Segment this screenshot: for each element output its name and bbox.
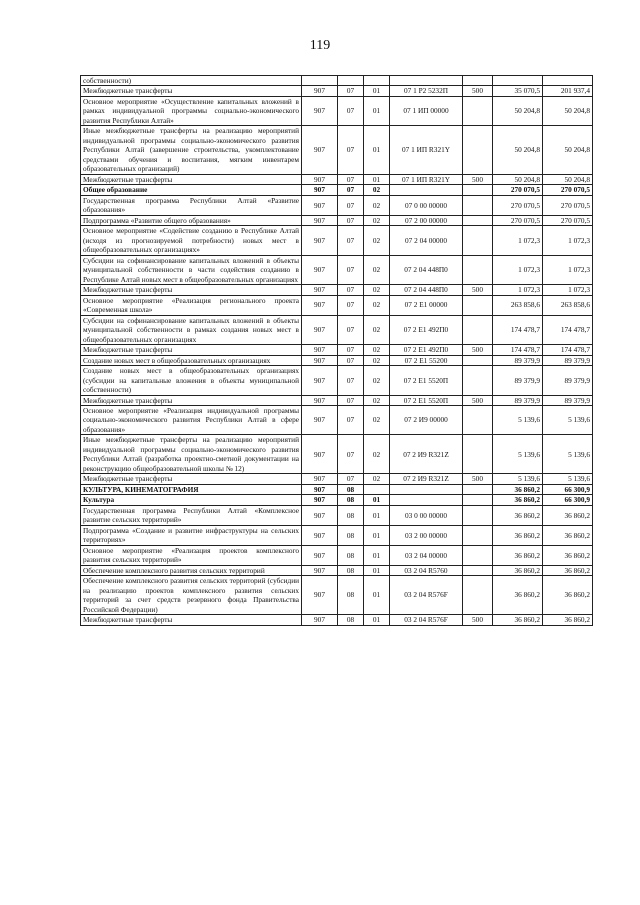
amount-2022-cell: 36 860,2: [493, 615, 543, 625]
item-name-cell: Субсидии на софинансирование капитальных вложений в объекты муниципальной собственности в части содействия созданию в Республике Алтай новых мест в общеобразовательных организациях: [81, 255, 302, 284]
table-row: [81, 474, 593, 484]
table-row: [81, 285, 593, 295]
item-name-cell: Основное мероприятие «Содействие созданию в Республике Алтай (исходя из прогнозируемой потребности) новых мест в общеобразовательных организациях»: [81, 226, 302, 255]
amount-2023-cell: 174 478,7: [543, 345, 593, 355]
amount-2022-cell: [493, 76, 543, 86]
target-article-cell: 07 2 E1 5520П: [390, 395, 463, 405]
section-code-cell: 07: [338, 226, 364, 255]
section-code-cell: 08: [338, 505, 364, 525]
item-name-cell: Основное мероприятие «Реализация индивидуальной программы социально-экономического развития Республики Алтай в сфере образования»: [81, 405, 302, 434]
target-article-cell: 07 2 E1 492П0: [390, 345, 463, 355]
amount-2023-cell: 36 860,2: [543, 576, 593, 615]
target-article-cell: [390, 484, 463, 494]
subsection-code-cell: 02: [364, 185, 390, 195]
target-article-cell: 07 1 ИП R321Y: [390, 126, 463, 174]
section-code-cell: 07: [338, 345, 364, 355]
expense-type-cell: [463, 545, 493, 565]
amount-2022-cell: 5 139,6: [493, 474, 543, 484]
subsection-code-cell: 02: [364, 435, 390, 474]
ministry-code-cell: 907: [302, 295, 338, 315]
amount-2022-cell: 1 072,3: [493, 226, 543, 255]
item-name-cell: Создание новых мест в общеобразовательных организациях: [81, 355, 302, 365]
amount-2023-cell: 263 858,6: [543, 295, 593, 315]
table-row: [81, 215, 593, 225]
table-row: [81, 545, 593, 565]
section-code-cell: 07: [338, 185, 364, 195]
amount-2022-cell: 5 139,6: [493, 405, 543, 434]
section-code-cell: 07: [338, 315, 364, 344]
subsection-code-cell: 01: [364, 505, 390, 525]
target-article-cell: 07 2 И9 00000: [390, 405, 463, 434]
ministry-code-cell: 907: [302, 315, 338, 344]
amount-2023-cell: 89 379,9: [543, 395, 593, 405]
amount-2022-cell: 50 204,8: [493, 96, 543, 125]
section-code-cell: 08: [338, 525, 364, 545]
expense-type-cell: [463, 76, 493, 86]
amount-2023-cell: 5 139,6: [543, 474, 593, 484]
item-name-cell: КУЛЬТУРА, КИНЕМАТОГРАФИЯ: [81, 484, 302, 494]
ministry-code-cell: 907: [302, 355, 338, 365]
section-code-cell: [338, 76, 364, 86]
subsection-code-cell: 01: [364, 96, 390, 125]
amount-2023-cell: 201 937,4: [543, 86, 593, 96]
expense-type-cell: [463, 576, 493, 615]
item-name-cell: Межбюджетные трансферты: [81, 345, 302, 355]
item-name-cell: Культура: [81, 495, 302, 505]
target-article-cell: 03 2 04 R576F: [390, 615, 463, 625]
section-code-cell: 08: [338, 615, 364, 625]
expense-type-cell: 500: [463, 395, 493, 405]
target-article-cell: 07 2 И9 R321Z: [390, 435, 463, 474]
table-row: [81, 366, 593, 395]
table-row: [81, 345, 593, 355]
amount-2022-cell: 36 860,2: [493, 545, 543, 565]
item-name-cell: Межбюджетные трансферты: [81, 86, 302, 96]
table-row: [81, 126, 593, 174]
subsection-code-cell: 02: [364, 255, 390, 284]
section-code-cell: 07: [338, 405, 364, 434]
amount-2023-cell: 50 204,8: [543, 96, 593, 125]
item-name-cell: Обеспечение комплексного развития сельских территорий: [81, 565, 302, 575]
amount-2022-cell: 36 860,2: [493, 576, 543, 615]
amount-2022-cell: 50 204,8: [493, 174, 543, 184]
section-code-cell: 07: [338, 174, 364, 184]
target-article-cell: [390, 495, 463, 505]
item-name-cell: Межбюджетные трансферты: [81, 474, 302, 484]
section-code-cell: 08: [338, 565, 364, 575]
amount-2022-cell: 263 858,6: [493, 295, 543, 315]
expense-type-cell: 500: [463, 615, 493, 625]
ministry-code-cell: 907: [302, 484, 338, 494]
expense-type-cell: 500: [463, 285, 493, 295]
expense-type-cell: [463, 355, 493, 365]
ministry-code-cell: [302, 76, 338, 86]
table-row: [81, 484, 593, 494]
target-article-cell: 03 2 04 00000: [390, 545, 463, 565]
expense-type-cell: [463, 495, 493, 505]
target-article-cell: 07 2 04 448П0: [390, 255, 463, 284]
table-row: [81, 174, 593, 184]
amount-2022-cell: 174 478,7: [493, 315, 543, 344]
amount-2023-cell: [543, 76, 593, 86]
amount-2023-cell: 66 300,9: [543, 495, 593, 505]
target-article-cell: 07 1 P2 5232П: [390, 86, 463, 96]
expense-type-cell: [463, 315, 493, 344]
target-article-cell: 07 0 00 00000: [390, 195, 463, 215]
table-row: [81, 86, 593, 96]
item-name-cell: Субсидии на софинансирование капитальных вложений в объекты муниципальной собственности в рамках создания новых мест в общеобразовательных организациях: [81, 315, 302, 344]
table-row: [81, 525, 593, 545]
amount-2023-cell: 50 204,8: [543, 174, 593, 184]
item-name-cell: Иные межбюджетные трансферты на реализацию мероприятий индивидуальной программы социально-экономического развития Республики Алтай (разработка проектно-сметной документации на реконструкцию общеобразовательной школы № 12): [81, 435, 302, 474]
target-article-cell: 07 2 E1 00000: [390, 295, 463, 315]
table-row: [81, 405, 593, 434]
ministry-code-cell: 907: [302, 405, 338, 434]
section-code-cell: 07: [338, 255, 364, 284]
amount-2023-cell: 5 139,6: [543, 405, 593, 434]
subsection-code-cell: 02: [364, 405, 390, 434]
expense-type-cell: [463, 255, 493, 284]
table-row: [81, 295, 593, 315]
item-name-cell: Основное мероприятие «Реализация регионального проекта «Современная школа»: [81, 295, 302, 315]
amount-2023-cell: 89 379,9: [543, 355, 593, 365]
amount-2022-cell: 36 860,2: [493, 505, 543, 525]
subsection-code-cell: 01: [364, 126, 390, 174]
expense-type-cell: [463, 295, 493, 315]
expense-type-cell: [463, 96, 493, 125]
ministry-code-cell: 907: [302, 565, 338, 575]
item-name-cell: Иные межбюджетные трансферты на реализацию мероприятий индивидуальной программы социально-экономического развития Республики Алтай (завершение строительства, укомплектование средствами обучения и воспитания, мягким инвентарем образовательных организаций): [81, 126, 302, 174]
ministry-code-cell: 907: [302, 545, 338, 565]
item-name-cell: Обеспечение комплексного развития сельских территорий (субсидии на реализацию проектов комплексного развития сельских территорий за счет средств резервного фонда Правительства Российской Федерации): [81, 576, 302, 615]
subsection-code-cell: 02: [364, 315, 390, 344]
section-code-cell: 07: [338, 96, 364, 125]
subsection-code-cell: 02: [364, 195, 390, 215]
expense-type-cell: [463, 505, 493, 525]
subsection-code-cell: 01: [364, 86, 390, 96]
table-row: [81, 255, 593, 284]
expense-type-cell: 500: [463, 86, 493, 96]
expense-type-cell: [463, 226, 493, 255]
item-name-cell: Межбюджетные трансферты: [81, 395, 302, 405]
target-article-cell: [390, 185, 463, 195]
target-article-cell: [390, 76, 463, 86]
item-name-cell: Межбюджетные трансферты: [81, 174, 302, 184]
section-code-cell: 07: [338, 435, 364, 474]
table-row: [81, 96, 593, 125]
amount-2023-cell: 36 860,2: [543, 565, 593, 575]
item-name-cell: собственности): [81, 76, 302, 86]
table-row: [81, 355, 593, 365]
subsection-code-cell: 01: [364, 174, 390, 184]
section-code-cell: 07: [338, 395, 364, 405]
expense-type-cell: [463, 565, 493, 575]
expense-type-cell: [463, 215, 493, 225]
section-code-cell: 07: [338, 215, 364, 225]
ministry-code-cell: 907: [302, 185, 338, 195]
expense-type-cell: [463, 195, 493, 215]
expense-type-cell: [463, 405, 493, 434]
table-row: [81, 315, 593, 344]
target-article-cell: 03 2 04 R576F: [390, 576, 463, 615]
ministry-code-cell: 907: [302, 215, 338, 225]
target-article-cell: 07 2 E1 492П0: [390, 315, 463, 344]
section-code-cell: 07: [338, 366, 364, 395]
amount-2023-cell: 50 204,8: [543, 126, 593, 174]
item-name-cell: Основное мероприятие «Осуществление капитальных вложений в рамках индивидуальной программы социально-экономического развития Республики Алтай»: [81, 96, 302, 125]
item-name-cell: Подпрограмма «Развитие общего образования»: [81, 215, 302, 225]
expense-type-cell: [463, 484, 493, 494]
expense-type-cell: [463, 126, 493, 174]
target-article-cell: 03 2 04 R5760: [390, 565, 463, 575]
amount-2022-cell: 1 072,3: [493, 285, 543, 295]
ministry-code-cell: 907: [302, 285, 338, 295]
amount-2022-cell: 270 070,5: [493, 195, 543, 215]
amount-2023-cell: 270 070,5: [543, 215, 593, 225]
expense-type-cell: [463, 435, 493, 474]
ministry-code-cell: 907: [302, 495, 338, 505]
subsection-code-cell: 01: [364, 565, 390, 575]
ministry-code-cell: 907: [302, 86, 338, 96]
table-row: [81, 435, 593, 474]
table-row: [81, 76, 593, 86]
target-article-cell: 07 2 E1 5520П: [390, 366, 463, 395]
section-code-cell: 07: [338, 86, 364, 96]
expense-type-cell: 500: [463, 474, 493, 484]
ministry-code-cell: 907: [302, 525, 338, 545]
subsection-code-cell: 02: [364, 285, 390, 295]
ministry-code-cell: 907: [302, 366, 338, 395]
amount-2023-cell: 36 860,2: [543, 505, 593, 525]
subsection-code-cell: 02: [364, 395, 390, 405]
ministry-code-cell: 907: [302, 126, 338, 174]
subsection-code-cell: 02: [364, 345, 390, 355]
section-code-cell: 08: [338, 545, 364, 565]
page-number: 119: [309, 38, 331, 53]
table-row: [81, 615, 593, 625]
section-code-cell: 07: [338, 285, 364, 295]
section-code-cell: 07: [338, 295, 364, 315]
target-article-cell: 07 1 ИП R321Y: [390, 174, 463, 184]
ministry-code-cell: 907: [302, 255, 338, 284]
table-row: [81, 505, 593, 525]
section-code-cell: 07: [338, 474, 364, 484]
amount-2022-cell: 5 139,6: [493, 435, 543, 474]
amount-2023-cell: 36 860,2: [543, 615, 593, 625]
ministry-code-cell: 907: [302, 615, 338, 625]
ministry-code-cell: 907: [302, 195, 338, 215]
amount-2023-cell: 36 860,2: [543, 545, 593, 565]
subsection-code-cell: 02: [364, 355, 390, 365]
amount-2022-cell: 36 860,2: [493, 484, 543, 494]
amount-2022-cell: 270 070,5: [493, 215, 543, 225]
ministry-code-cell: 907: [302, 505, 338, 525]
table-row: [81, 576, 593, 615]
item-name-cell: Государственная программа Республики Алтай «Развитие образования»: [81, 195, 302, 215]
amount-2022-cell: 50 204,8: [493, 126, 543, 174]
amount-2022-cell: 270 070,5: [493, 185, 543, 195]
ministry-code-cell: 907: [302, 576, 338, 615]
item-name-cell: Подпрограмма «Создание и развитие инфраструктуры на сельских территориях»: [81, 525, 302, 545]
amount-2022-cell: 174 478,7: [493, 345, 543, 355]
item-name-cell: Общее образование: [81, 185, 302, 195]
ministry-code-cell: 907: [302, 226, 338, 255]
ministry-code-cell: 907: [302, 474, 338, 484]
amount-2022-cell: 1 072,3: [493, 255, 543, 284]
section-code-cell: 07: [338, 355, 364, 365]
subsection-code-cell: 01: [364, 495, 390, 505]
target-article-cell: 07 2 04 00000: [390, 226, 463, 255]
ministry-code-cell: 907: [302, 395, 338, 405]
target-article-cell: 07 2 00 00000: [390, 215, 463, 225]
expense-type-cell: [463, 525, 493, 545]
table-row: [81, 495, 593, 505]
amount-2022-cell: 89 379,9: [493, 366, 543, 395]
subsection-code-cell: 02: [364, 366, 390, 395]
amount-2023-cell: 89 379,9: [543, 366, 593, 395]
budget-table: [80, 75, 593, 626]
table-row: [81, 226, 593, 255]
target-article-cell: 03 0 00 00000: [390, 505, 463, 525]
amount-2022-cell: 89 379,9: [493, 355, 543, 365]
subsection-code-cell: 02: [364, 295, 390, 315]
table-row: [81, 565, 593, 575]
item-name-cell: Основное мероприятие «Реализация проектов комплексного развития сельских территорий»: [81, 545, 302, 565]
subsection-code-cell: 02: [364, 215, 390, 225]
amount-2023-cell: 270 070,5: [543, 195, 593, 215]
subsection-code-cell: 01: [364, 576, 390, 615]
amount-2023-cell: 174 478,7: [543, 315, 593, 344]
expense-type-cell: [463, 366, 493, 395]
target-article-cell: 07 2 E1 55200: [390, 355, 463, 365]
amount-2022-cell: 35 070,5: [493, 86, 543, 96]
amount-2022-cell: 36 860,2: [493, 565, 543, 575]
item-name-cell: Создание новых мест в общеобразовательных организациях (субсидии на капитальные вложения в объекты муниципальной собственности): [81, 366, 302, 395]
subsection-code-cell: [364, 484, 390, 494]
subsection-code-cell: 01: [364, 615, 390, 625]
target-article-cell: 07 2 И9 R321Z: [390, 474, 463, 484]
table-row: [81, 195, 593, 215]
target-article-cell: 07 1 ИП 00000: [390, 96, 463, 125]
amount-2022-cell: 36 860,2: [493, 495, 543, 505]
subsection-code-cell: 01: [364, 545, 390, 565]
amount-2023-cell: 66 300,9: [543, 484, 593, 494]
amount-2022-cell: 36 860,2: [493, 525, 543, 545]
section-code-cell: 08: [338, 495, 364, 505]
amount-2023-cell: 270 070,5: [543, 185, 593, 195]
amount-2023-cell: 1 072,3: [543, 255, 593, 284]
expense-type-cell: 500: [463, 174, 493, 184]
expense-type-cell: [463, 185, 493, 195]
amount-2023-cell: 5 139,6: [543, 435, 593, 474]
amount-2023-cell: 36 860,2: [543, 525, 593, 545]
amount-2023-cell: 1 072,3: [543, 226, 593, 255]
item-name-cell: Межбюджетные трансферты: [81, 615, 302, 625]
ministry-code-cell: 907: [302, 345, 338, 355]
ministry-code-cell: 907: [302, 435, 338, 474]
item-name-cell: Межбюджетные трансферты: [81, 285, 302, 295]
subsection-code-cell: 02: [364, 474, 390, 484]
amount-2023-cell: 1 072,3: [543, 285, 593, 295]
amount-2022-cell: 89 379,9: [493, 395, 543, 405]
table-row: [81, 395, 593, 405]
target-article-cell: 07 2 04 448П0: [390, 285, 463, 295]
section-code-cell: 08: [338, 576, 364, 615]
subsection-code-cell: 02: [364, 226, 390, 255]
subsection-code-cell: [364, 76, 390, 86]
section-code-cell: 08: [338, 484, 364, 494]
item-name-cell: Государственная программа Республики Алтай «Комплексное развитие сельских территорий»: [81, 505, 302, 525]
ministry-code-cell: 907: [302, 96, 338, 125]
expense-type-cell: 500: [463, 345, 493, 355]
ministry-code-cell: 907: [302, 174, 338, 184]
table-row: [81, 185, 593, 195]
section-code-cell: 07: [338, 195, 364, 215]
section-code-cell: 07: [338, 126, 364, 174]
target-article-cell: 03 2 00 00000: [390, 525, 463, 545]
subsection-code-cell: 01: [364, 525, 390, 545]
